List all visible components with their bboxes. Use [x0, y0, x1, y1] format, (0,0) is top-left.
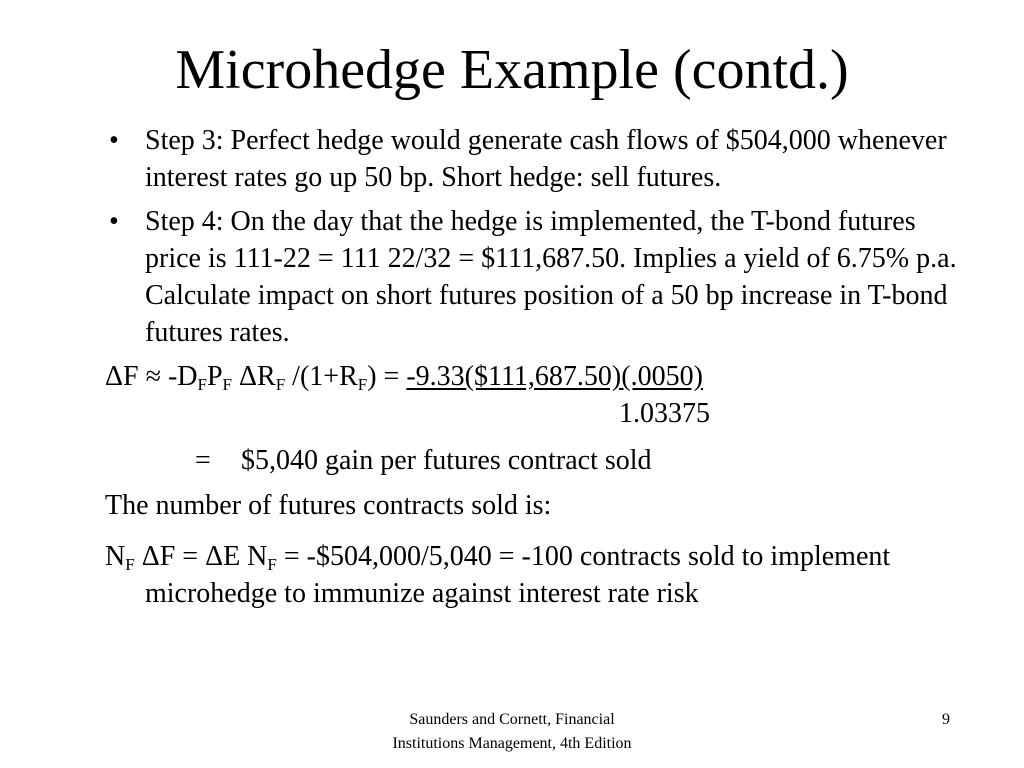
footer-source: [332, 708, 692, 756]
divisor-close: ) =: [367, 361, 407, 392]
slide-body: [105, 122, 965, 612]
subscript-f: F: [275, 375, 286, 394]
contracts-equation: [105, 538, 965, 612]
futures-price-change-formula: [105, 358, 965, 395]
subscript-f: F: [125, 555, 135, 574]
subscript-f: F: [267, 555, 277, 574]
result-text: $5,040 gain per futures contract sold: [241, 445, 652, 476]
contracts-intro-line: The number of futures contracts sold is:: [105, 490, 552, 521]
delta-f-symbol: ΔF: [105, 361, 139, 392]
divisor-open: /(1+R: [285, 361, 358, 392]
formula-numerator: -9.33($111,687.50)(.0050): [406, 361, 703, 392]
footer-source-line-1: Saunders and Cornett, Financial: [409, 711, 615, 728]
bullet-icon: •: [109, 206, 119, 237]
subscript-f: F: [222, 375, 233, 394]
n-term: N: [105, 541, 126, 572]
subscript-f: F: [197, 375, 207, 394]
slide-title: Microhedge Example (contd.): [175, 39, 849, 101]
page-number: 9: [942, 711, 950, 728]
equation-part-2: = -$504,000/5,040 = -100 contracts sold to implement microhedge to immunize against interest rate risk: [145, 541, 891, 609]
subscript-f: F: [357, 375, 368, 394]
equals-sign: =: [195, 445, 211, 476]
approx-term: ≈ -D: [138, 361, 198, 392]
price-term: P: [206, 361, 223, 392]
footer-source-line-2: Institutions Management, 4th Edition: [392, 735, 632, 752]
formula-denominator: 1.03375: [619, 398, 710, 429]
bullet-step-4: [105, 203, 965, 351]
bullet-icon: •: [109, 125, 119, 156]
bullet-text: Step 4: On the day that the hedge is implemented, the T-bond futures price is 111-22 = 111 22/32 = $111,687.50. Implies a yield of 6.75% p.a. Calculate impact on short futures position of a 50 bp increase in T-bond futures rates.: [145, 206, 957, 348]
equation-part-1: ΔF = ΔE N: [134, 541, 268, 572]
formula-result: [105, 442, 965, 479]
bullet-text: Step 3: Perfect hedge would generate cash flows of $504,000 whenever interest rates go up 50 bp. Short hedge: sell futures.: [145, 125, 947, 193]
bullet-step-3: [105, 122, 965, 196]
delta-r-term: ΔR: [232, 361, 276, 392]
